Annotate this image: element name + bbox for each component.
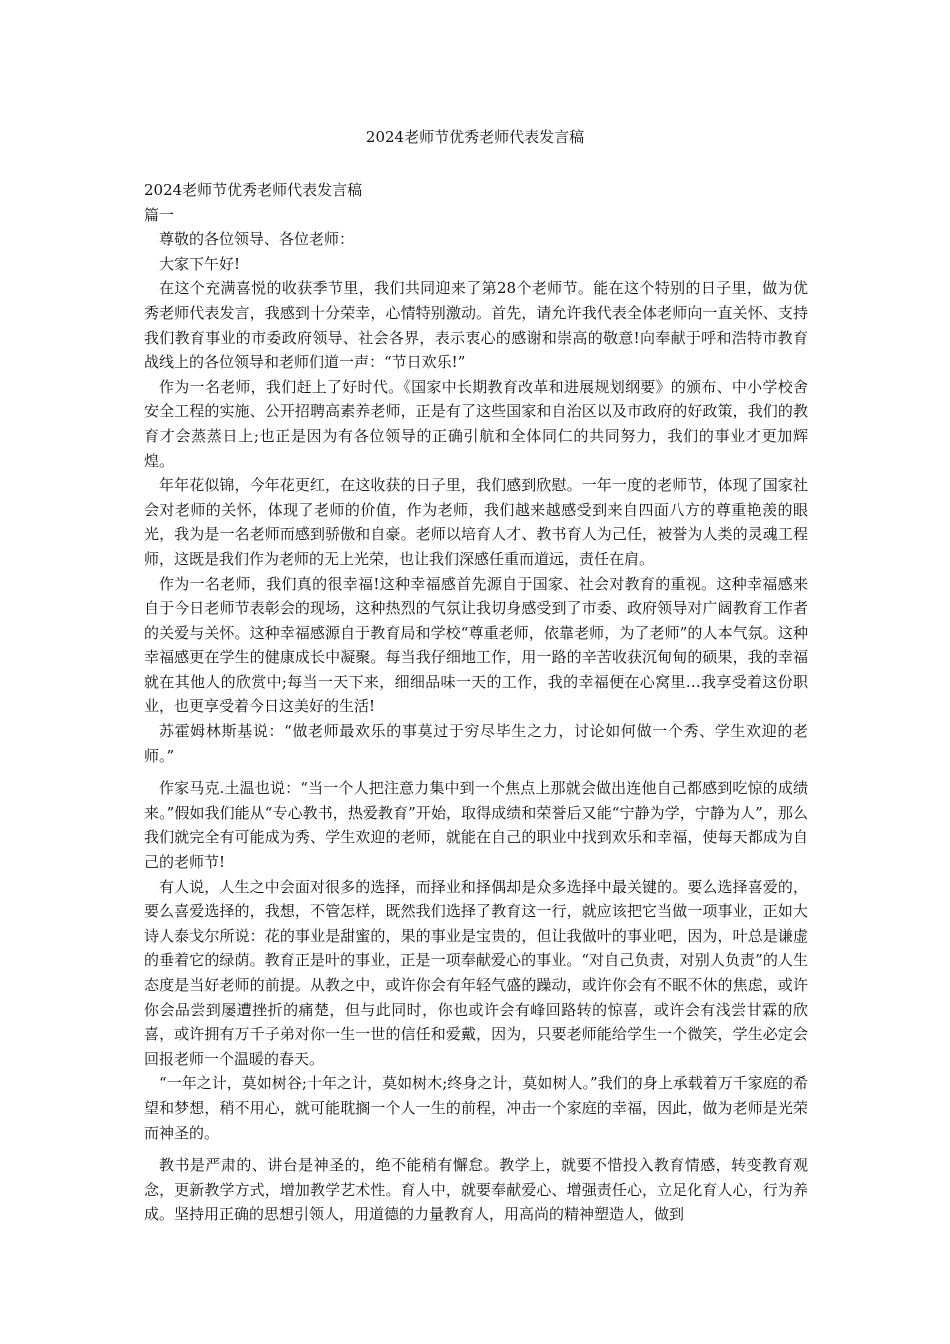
paragraph: 大家下午好! [159, 254, 241, 273]
paragraph: 在这个充满喜悦的收获季节里，我们共同迎来了第28个老师节。能在这个特别的日子里，做为优秀老师代表发言，我感到十分荣幸，心情特别激动。首先，请允许我代表全体老师向一直关怀、支持我们教育事业的市委政府领导、社会各界，表示衷心的感谢和崇高的敬意!向奉献于呼和浩特市教育战线上的各位领导和老师们道一声：“节日欢乐!” [144, 279, 808, 372]
paragraph: “一年之计，莫如树谷;十年之计，莫如树木;终身之计，莫如树人。”我们的身上承载着万千家庭的希望和梦想，稍不用心，就可能耽搁一个人一生的前程，冲击一个家庭的幸福，因此，做为老师是光荣而神圣的。 [144, 1074, 808, 1142]
paragraph: 年年花似锦，今年花更红，在这收获的日子里，我们感到欣慰。一年一度的老师节，体现了国家社会对老师的关怀，体现了老师的价值，作为老师，我们越来越感受到来自四面八方的尊重艳羡的眼光，我为是一名老师而感到骄傲和自豪。老师以培育人才、教书育人为己任，被誉为人类的灵魂工程师，这既是我们作为老师的无上光荣，也让我们深感任重而道远，责任在肩。 [144, 476, 808, 568]
document-body [144, 178, 808, 1227]
paragraph: 教书是严肃的、讲台是神圣的，绝不能稍有懈怠。教学上，就要不惜投入教育情感，转变教育观念，更新教学方式，增加教学艺术性。育人中，就要奉献爱心、增强责任心，立足化育人心，行为养成。坚持用正确的思想引领人，用道德的力量教育人，用高尚的精神塑造人，做到 [144, 1156, 808, 1224]
paragraph: 作为一名老师，我们赶上了好时代。《国家中长期教育改革和进展规划纲要》的颁布、中小学校舍安全工程的实施、公开招聘高素养老师，正是有了这些国家和自治区以及市政府的好政策，我们的教育才会蒸蒸日上;也正是因为有各位领导的正确引航和全体同仁的共同努力，我们的事业才更加辉煌。 [144, 377, 808, 470]
paragraph: 作为一名老师，我们真的很幸福!这种幸福感首先源自于国家、社会对教育的重视。这种幸福感来自于今日老师节表彰会的现场，这种热烈的气氛让我切身感受到了市委、政府领导对广阔教育工作者的关爱与关怀。这种幸福感源自于教育局和学校“尊重老师，依靠老师，为了老师”的人本气氛。这种幸福感更在学生的健康成长中凝聚。每当我仔细地工作，用一路的辛苦收获沉甸甸的硕果，我的幸福就在其他人的欣赏中;每当一天下来，细细品味一天的工作，我的幸福便在心窝里…我享受着这份职业，也更享受着今日这美好的生活! [144, 574, 808, 716]
paragraph: 有人说，人生之中会面对很多的选择，而择业和择偶却是众多选择中最关键的。要么选择喜爱的，要么喜爱选择的，我想，不管怎样，既然我们选择了教育这一行，就应该把它当做一项事业，正如大诗人泰戈尔所说：花的事业是甜蜜的，果的事业是宝贵的，但让我做叶的事业吧，因为，叶总是谦虚的垂着它的绿荫。教育正是叶的事业，正是一项奉献爱心的事业。“对自己负责，对别人负责”的人生态度是当好老师的前提。从教之中，或许你会有年轻气盛的躁动，或许你会有不眠不休的焦虑，或许你会品尝到屡遭挫折的痛楚，但与此同时，你也或许会有峰回路转的惊喜，或许会有浅尝甘霖的欣喜，或许拥有万千子弟对你一生一世的信任和爱戴，因为，只要老师能给学生一个微笑，学生必定会回报老师一个温暖的春天。 [144, 877, 808, 1068]
document-subtitle: 2024老师节优秀老师代表发言稿 [144, 181, 363, 199]
document-title: 2024老师节优秀老师代表发言稿 [365, 128, 585, 146]
paragraph: 尊敬的各位领导、各位老师： [159, 230, 355, 249]
section-label: 篇一 [144, 205, 175, 224]
paragraph: 苏霍姆林斯基说：“做老师最欢乐的事莫过于穷尽毕生之力，讨论如何做一个秀、学生欢迎的老师。” [144, 722, 808, 765]
paragraph: 作家马克.土温也说：“当一个人把注意力集中到一个焦点上那就会做出连他自己都感到吃惊的成绩来。”假如我们能从“专心教书，热爱教育”开始，取得成绩和荣誉后又能“宁静为学，宁静为人”，那么我们就完全有可能成为秀、学生欢迎的老师，就能在自己的职业中找到欢乐和幸福，使每天都成为自己的老师节! [144, 779, 808, 872]
